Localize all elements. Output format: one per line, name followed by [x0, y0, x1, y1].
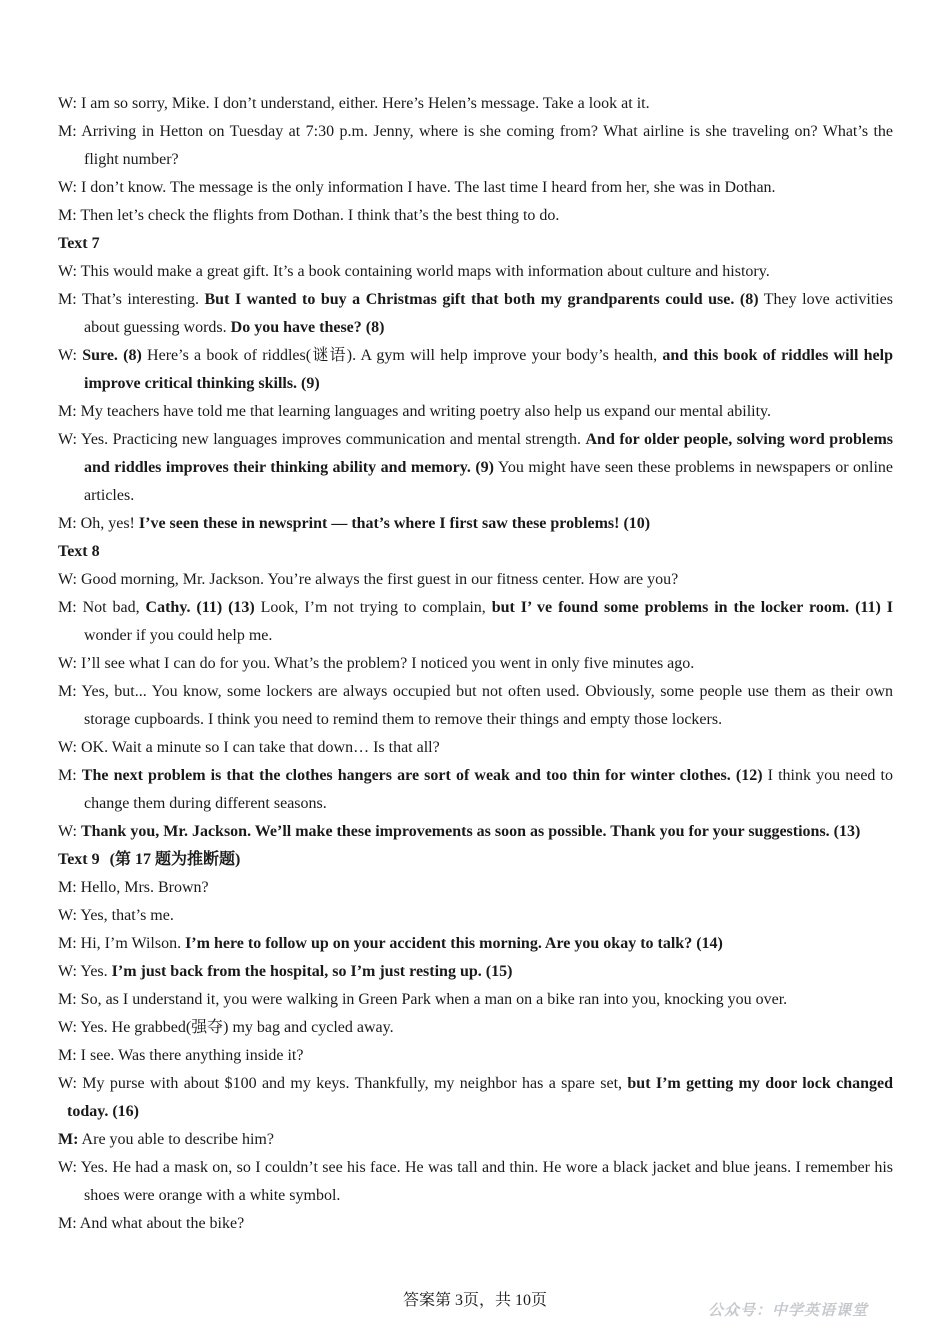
dialogue-line	[58, 510, 893, 538]
watermark-text: 公众号：中学英语课堂	[708, 1303, 869, 1319]
dialogue-text: I think you need to change them during different seasons.	[84, 767, 894, 812]
transcript-body	[58, 90, 893, 1238]
dialogue-line	[58, 258, 893, 286]
dialogue-text: Yes. He grabbed(强夺) my bag and cycled away.	[76, 1019, 394, 1036]
answer-evidence-text: And for older people, solving word problems and riddles improves their thinking ability and memory. (9)	[84, 431, 894, 476]
answer-evidence-text: Cathy. (11) (13)	[145, 599, 255, 616]
speaker-label: W:	[58, 823, 77, 840]
speaker-label: M:	[58, 207, 77, 224]
dialogue-text: Hello, Mrs. Brown?	[76, 879, 209, 896]
answer-evidence-text: but I’m getting my door lock changed today. (16)	[67, 1075, 893, 1120]
dialogue-line	[58, 174, 893, 202]
dialogue-line	[58, 734, 893, 762]
answer-evidence-text: Thank you, Mr. Jackson. We’ll make these improvements as soon as possible. Thank you for your suggestions. (13)	[80, 823, 861, 840]
dialogue-text: Not bad,	[76, 599, 146, 616]
dialogue-line	[58, 902, 893, 930]
dialogue-line	[58, 762, 893, 818]
dialogue-text: My teachers have told me that learning languages and writing poetry also help us expand our mental ability.	[76, 403, 771, 420]
answer-evidence-text: but I’ ve found some problems in the locker room. (11) I	[491, 599, 893, 616]
speaker-label: M:	[58, 1131, 79, 1148]
dialogue-text: Good morning, Mr. Jackson. You’re always the first guest in our fitness center. How are you?	[76, 571, 679, 588]
dialogue-text: Then let’s check the flights from Dothan. I think that’s the best thing to do.	[76, 207, 560, 224]
dialogue-text: Here’s a book of riddles(谜语). A gym will help improve your body’s health,	[141, 347, 663, 364]
speaker-label: M:	[58, 683, 77, 700]
dialogue-text: OK. Wait a minute so I can take that down… Is that all?	[76, 739, 440, 756]
speaker-label: W:	[58, 95, 77, 112]
dialogue-text: And what about the bike?	[76, 1215, 245, 1232]
dialogue-line	[58, 1210, 893, 1238]
speaker-label: W:	[58, 263, 77, 280]
answer-evidence-text: Do you have these? (8)	[230, 319, 385, 336]
speaker-label: W:	[58, 179, 77, 196]
answer-evidence-text: But I wanted to buy a Christmas gift that both my grandparents could use. (8)	[204, 291, 759, 308]
section-heading-note: (第 17 题为推断题)	[109, 851, 241, 868]
answer-evidence-text: I’m just back from the hospital, so I’m just resting up. (15)	[111, 963, 513, 980]
dialogue-line	[58, 594, 893, 650]
dialogue-text: I’ll see what I can do for you. What’s the problem? I noticed you went in only five minutes ago.	[76, 655, 695, 672]
dialogue-text: Arriving in Hetton on Tuesday at 7:30 p.m. Jenny, where is she coming from? What airline is she traveling on? What’s the flight number?	[76, 123, 893, 168]
dialogue-line	[58, 342, 893, 398]
dialogue-line	[58, 1126, 893, 1154]
answer-evidence-text: I’ve seen these in newsprint — that’s where I first saw these problems! (10)	[138, 515, 651, 532]
speaker-label: W:	[58, 431, 77, 448]
dialogue-text: I don’t know. The message is the only information I have. The last time I heard from her, she was in Dothan.	[76, 179, 776, 196]
dialogue-text: That’s interesting.	[76, 291, 205, 308]
page-footer: 答案第 3页，共 10页	[402, 1292, 547, 1309]
speaker-label: W:	[58, 1159, 77, 1176]
dialogue-text: Yes. Practicing new languages improves communication and mental strength.	[76, 431, 586, 448]
section-heading-label: Text 9	[58, 851, 100, 868]
section-heading	[58, 538, 893, 566]
dialogue-text: Yes.	[76, 963, 112, 980]
dialogue-line	[58, 818, 893, 846]
dialogue-text: Oh, yes!	[76, 515, 139, 532]
dialogue-text: So, as I understand it, you were walking in Green Park when a man on a bike ran into you, knocking you over.	[76, 991, 788, 1008]
dialogue-line	[58, 202, 893, 230]
answer-evidence-text: and this book of riddles will help improve critical thinking skills. (9)	[84, 347, 894, 392]
section-heading-label: Text 7	[58, 235, 100, 252]
dialogue-line	[58, 398, 893, 426]
dialogue-text: My purse with about $100 and my keys. Thankfully, my neighbor has a spare set,	[76, 1075, 628, 1092]
section-heading	[58, 846, 893, 874]
dialogue-line	[58, 566, 893, 594]
speaker-label: W:	[58, 739, 77, 756]
dialogue-text: I am so sorry, Mike. I don’t understand, either. Here’s Helen’s message. Take a look at it.	[76, 95, 650, 112]
section-heading-label: Text 8	[58, 543, 100, 560]
dialogue-text: Hi, I’m Wilson.	[76, 935, 186, 952]
speaker-label: M:	[58, 1215, 77, 1232]
dialogue-line	[58, 650, 893, 678]
dialogue-text: wonder if you could help me.	[84, 627, 273, 644]
dialogue-line	[58, 930, 893, 958]
dialogue-line	[58, 1014, 893, 1042]
speaker-label: M:	[58, 1047, 77, 1064]
dialogue-line	[58, 958, 893, 986]
speaker-label: W:	[58, 655, 77, 672]
dialogue-text: Yes, but... You know, some lockers are always occupied but not often used. Obviously, some people use them as their own storage cupboards. I think you need to remind them to remove their things and empty those lockers.	[76, 683, 893, 728]
dialogue-line	[58, 986, 893, 1014]
speaker-label: M:	[58, 767, 77, 784]
answer-evidence-text: I’m here to follow up on your accident this morning. Are you okay to talk? (14)	[185, 935, 723, 952]
speaker-label: M:	[58, 403, 77, 420]
speaker-label: M:	[58, 599, 77, 616]
dialogue-text: Look, I’m not trying to complain,	[254, 599, 492, 616]
dialogue-text: Yes. He had a mask on, so I couldn’t see his face. He was tall and thin. He wore a black jacket and blue jeans. I remember his shoes were orange with a white symbol.	[76, 1159, 893, 1204]
speaker-label: M:	[58, 123, 77, 140]
dialogue-text: You might have seen these problems in newspapers or online articles.	[84, 459, 893, 504]
speaker-label: M:	[58, 291, 77, 308]
speaker-label: W:	[58, 1019, 77, 1036]
dialogue-text: This would make a great gift. It’s a book containing world maps with information about culture and history.	[76, 263, 770, 280]
dialogue-line	[58, 426, 893, 510]
speaker-label: M:	[58, 935, 77, 952]
dialogue-text: Are you able to describe him?	[78, 1131, 274, 1148]
dialogue-line	[58, 118, 893, 174]
answer-evidence-text: The next problem is that the clothes hangers are sort of weak and too thin for winter clothes. (12)	[81, 767, 763, 784]
dialogue-line	[58, 678, 893, 734]
dialogue-text: Yes, that’s me.	[76, 907, 174, 924]
section-heading	[58, 230, 893, 258]
speaker-label: W:	[58, 347, 77, 364]
answer-evidence-text: Sure. (8)	[82, 347, 142, 364]
dialogue-line	[58, 286, 893, 342]
speaker-label: W:	[58, 571, 77, 588]
dialogue-line	[58, 1154, 893, 1210]
dialogue-text: They love activities about guessing words.	[84, 291, 894, 336]
dialogue-line	[58, 874, 893, 902]
speaker-label: W:	[58, 963, 77, 980]
dialogue-line	[58, 1070, 893, 1126]
dialogue-text: I see. Was there anything inside it?	[76, 1047, 304, 1064]
speaker-label: M:	[58, 991, 77, 1008]
speaker-label: W:	[58, 1075, 77, 1092]
speaker-label: M:	[58, 515, 77, 532]
speaker-label: W:	[58, 907, 77, 924]
dialogue-line	[58, 1042, 893, 1070]
speaker-label: M:	[58, 879, 77, 896]
dialogue-line	[58, 90, 893, 118]
